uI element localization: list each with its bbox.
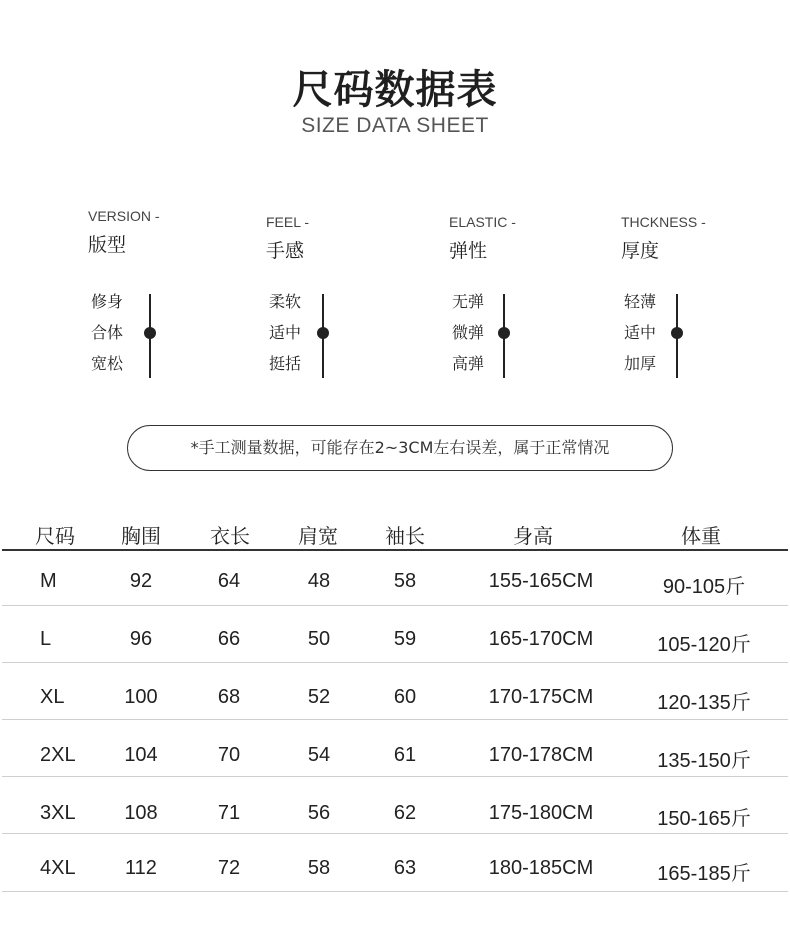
measurement-note: *手工测量数据，可能存在2~3CM左右误差，属于正常情况 xyxy=(127,425,673,471)
table-cell: 170-175CM xyxy=(488,686,594,708)
table-cell: 105-120斤 xyxy=(657,634,751,656)
attribute-1 xyxy=(88,208,258,257)
scale-indicator-dot xyxy=(144,327,156,339)
row-divider xyxy=(2,719,788,720)
table-cell: M xyxy=(40,570,57,592)
table-cell: 63 xyxy=(393,857,417,879)
header-divider xyxy=(2,549,788,551)
page-title: 尺码数据表 xyxy=(292,67,498,113)
table-cell: 2XL xyxy=(40,744,76,766)
table-cell: XL xyxy=(40,686,65,708)
table-header-cell: 衣长 xyxy=(210,524,250,548)
table-cell: 135-150斤 xyxy=(657,750,751,772)
attribute-label-en: FEEL - xyxy=(266,214,310,230)
scale-option: 合体 xyxy=(91,323,124,342)
row-divider xyxy=(2,891,788,892)
attribute-scale xyxy=(91,292,211,382)
table-cell: 4XL xyxy=(40,857,76,879)
attribute-4 xyxy=(621,214,790,263)
row-divider xyxy=(2,605,788,606)
attribute-label-cn: 手感 xyxy=(266,240,305,262)
table-cell: 56 xyxy=(307,802,331,824)
attribute-3 xyxy=(449,214,619,263)
table-cell: 70 xyxy=(217,744,241,766)
attribute-label-cn: 版型 xyxy=(88,234,127,256)
table-header-cell: 身高 xyxy=(513,524,553,548)
table-cell: 150-165斤 xyxy=(657,808,751,830)
attribute-scale xyxy=(624,292,744,382)
scale-option: 微弹 xyxy=(452,323,485,342)
table-cell: 52 xyxy=(307,686,331,708)
table-header-cell: 肩宽 xyxy=(298,524,338,548)
table-cell: 66 xyxy=(217,628,241,650)
table-cell: 165-170CM xyxy=(488,628,594,650)
table-cell: 61 xyxy=(393,744,417,766)
table-cell: 71 xyxy=(217,802,241,824)
scale-option: 柔软 xyxy=(269,292,302,311)
table-cell: 59 xyxy=(393,628,417,650)
table-cell: 3XL xyxy=(40,802,76,824)
attribute-scale xyxy=(452,292,572,382)
row-divider xyxy=(2,776,788,777)
scale-indicator-dot xyxy=(317,327,329,339)
table-cell: 54 xyxy=(307,744,331,766)
table-cell: 90-105斤 xyxy=(662,576,746,598)
attribute-label-cn: 弹性 xyxy=(449,240,488,262)
row-divider xyxy=(2,662,788,663)
scale-option: 加厚 xyxy=(624,354,657,373)
table-cell: 175-180CM xyxy=(488,802,594,824)
table-cell: 108 xyxy=(124,802,158,824)
scale-option: 适中 xyxy=(269,323,302,342)
scale-option: 修身 xyxy=(91,292,124,311)
table-cell: L xyxy=(40,628,52,650)
table-header-cell: 胸围 xyxy=(121,524,161,548)
table-cell: 48 xyxy=(307,570,331,592)
table-cell: 165-185斤 xyxy=(657,863,751,885)
row-divider xyxy=(2,833,788,834)
attribute-label-en: VERSION - xyxy=(88,208,160,224)
table-cell: 58 xyxy=(393,570,417,592)
scale-option: 高弹 xyxy=(452,354,485,373)
table-cell: 112 xyxy=(125,857,157,879)
table-cell: 68 xyxy=(217,686,241,708)
table-cell: 58 xyxy=(307,857,331,879)
table-cell: 72 xyxy=(217,857,241,879)
table-cell: 60 xyxy=(393,686,417,708)
table-header-cell: 体重 xyxy=(681,524,721,548)
table-cell: 100 xyxy=(124,686,158,708)
table-cell: 155-165CM xyxy=(488,570,594,592)
table-header-cell: 袖长 xyxy=(385,524,425,548)
scale-option: 宽松 xyxy=(91,354,124,373)
attribute-label-en: ELASTIC - xyxy=(449,214,516,230)
table-cell: 104 xyxy=(124,744,158,766)
table-cell: 180-185CM xyxy=(488,857,594,879)
attribute-2 xyxy=(266,214,436,263)
table-header-cell: 尺码 xyxy=(35,524,75,548)
scale-option: 挺括 xyxy=(269,354,302,373)
table-cell: 50 xyxy=(307,628,331,650)
table-cell: 170-178CM xyxy=(488,744,594,766)
scale-option: 无弹 xyxy=(452,292,485,311)
scale-option: 轻薄 xyxy=(624,292,657,311)
scale-indicator-dot xyxy=(498,327,510,339)
table-cell: 62 xyxy=(393,802,417,824)
table-cell: 120-135斤 xyxy=(657,692,751,714)
table-cell: 96 xyxy=(129,628,153,650)
attribute-label-cn: 厚度 xyxy=(621,240,660,262)
table-cell: 92 xyxy=(129,570,153,592)
table-cell: 64 xyxy=(217,570,241,592)
attribute-label-en: THCKNESS - xyxy=(621,214,706,230)
scale-indicator-dot xyxy=(671,327,683,339)
page-subtitle: SIZE DATA SHEET xyxy=(301,114,489,137)
attribute-scale xyxy=(269,292,389,382)
scale-option: 适中 xyxy=(624,323,657,342)
